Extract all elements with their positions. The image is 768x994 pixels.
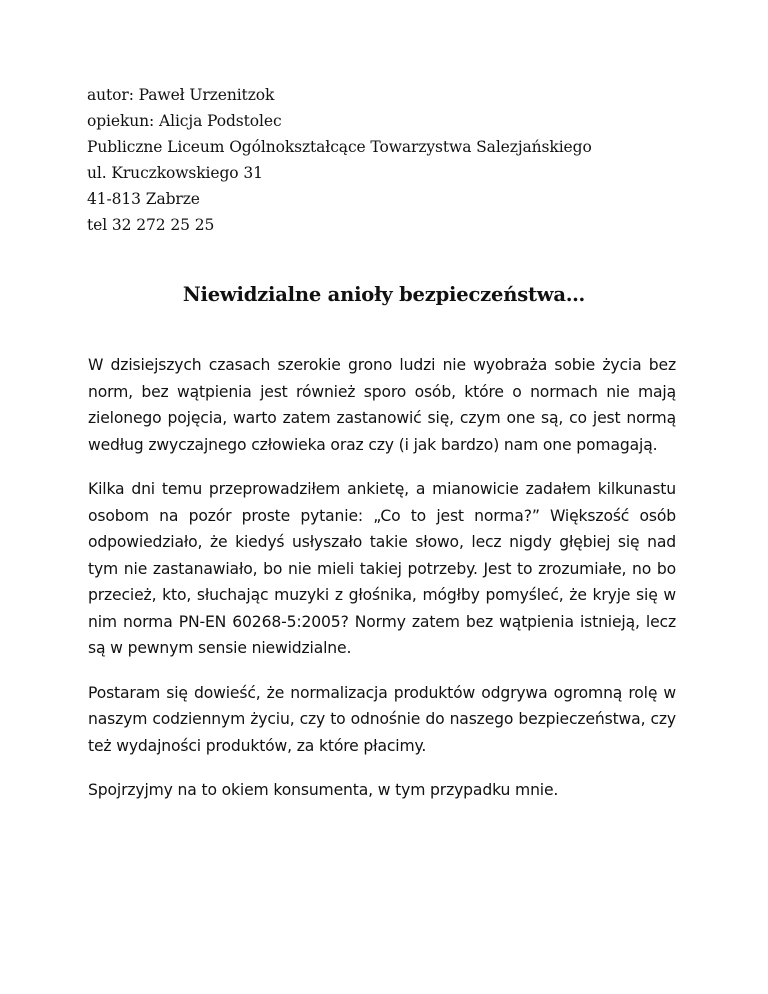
author-line: autor: Paweł Urzenitzok [87,86,275,104]
school-name-line: Publiczne Liceum Ogólnokształcące Towarzystwa Salezjańskiego [87,138,592,156]
paragraph-1: W dzisiejszych czasach szerokie grono ludzi nie wyobraża sobie życia bez norm, bez wątpienia jest również sporo osób, które o normach nie mają zielonego pojęcia, warto zatem zastanowić się, czym one są, co jest normą według zwyczajnego człowieka oraz czy (i jak bardzo) nam one pomagają. [88,356,676,454]
document-body [88,352,676,822]
paragraph-2 [88,476,676,662]
street-address-line: ul. Kruczkowskiego 31 [87,164,263,182]
supervisor-line: opiekun: Alicja Podstolec [87,112,282,130]
paragraph-3: Postaram się dowieść, że normalizacja produktów odgrywa ogromną rolę w naszym codziennym życiu, czy to odnośnie do naszego bezpieczeństwa, czy też wydajności produktów, za które płacimy. [88,683,676,755]
paragraph-2-text-end: ? Normy zatem bez wątpienia istnieją, lecz są w pewnym sensie niewidzialne. [88,612,676,657]
norm-reference: PN-EN 60268-5:2005 [178,612,341,631]
city-line: 41-813 Zabrze [87,190,200,208]
phone-line: tel 32 272 25 25 [87,216,215,234]
paragraph-4: Spojrzyjmy na to okiem konsumenta, w tym przypadku mnie. [88,781,559,799]
document-title: Niewidzialne anioły bezpieczeństwa… [182,283,586,306]
paragraph-2-text-start: Kilka dni temu przeprowadziłem ankietę, a mianowicie zadałem kilkunastu osobom na pozór proste pytanie: „Co to jest norma?” Większość osób odpowiedziało, że kiedyś usłyszało takie słowo, lecz nigdy głębiej się nad tym nie zastanawiało, bo nie mieli takiej potrzeby. Jest to zrozumiałe, no bo przecież, kto, słuchając muzyki z głośnika, mógłby pomyśleć, że kryje się w nim norma [88,480,676,631]
author-info-block [87,82,687,238]
